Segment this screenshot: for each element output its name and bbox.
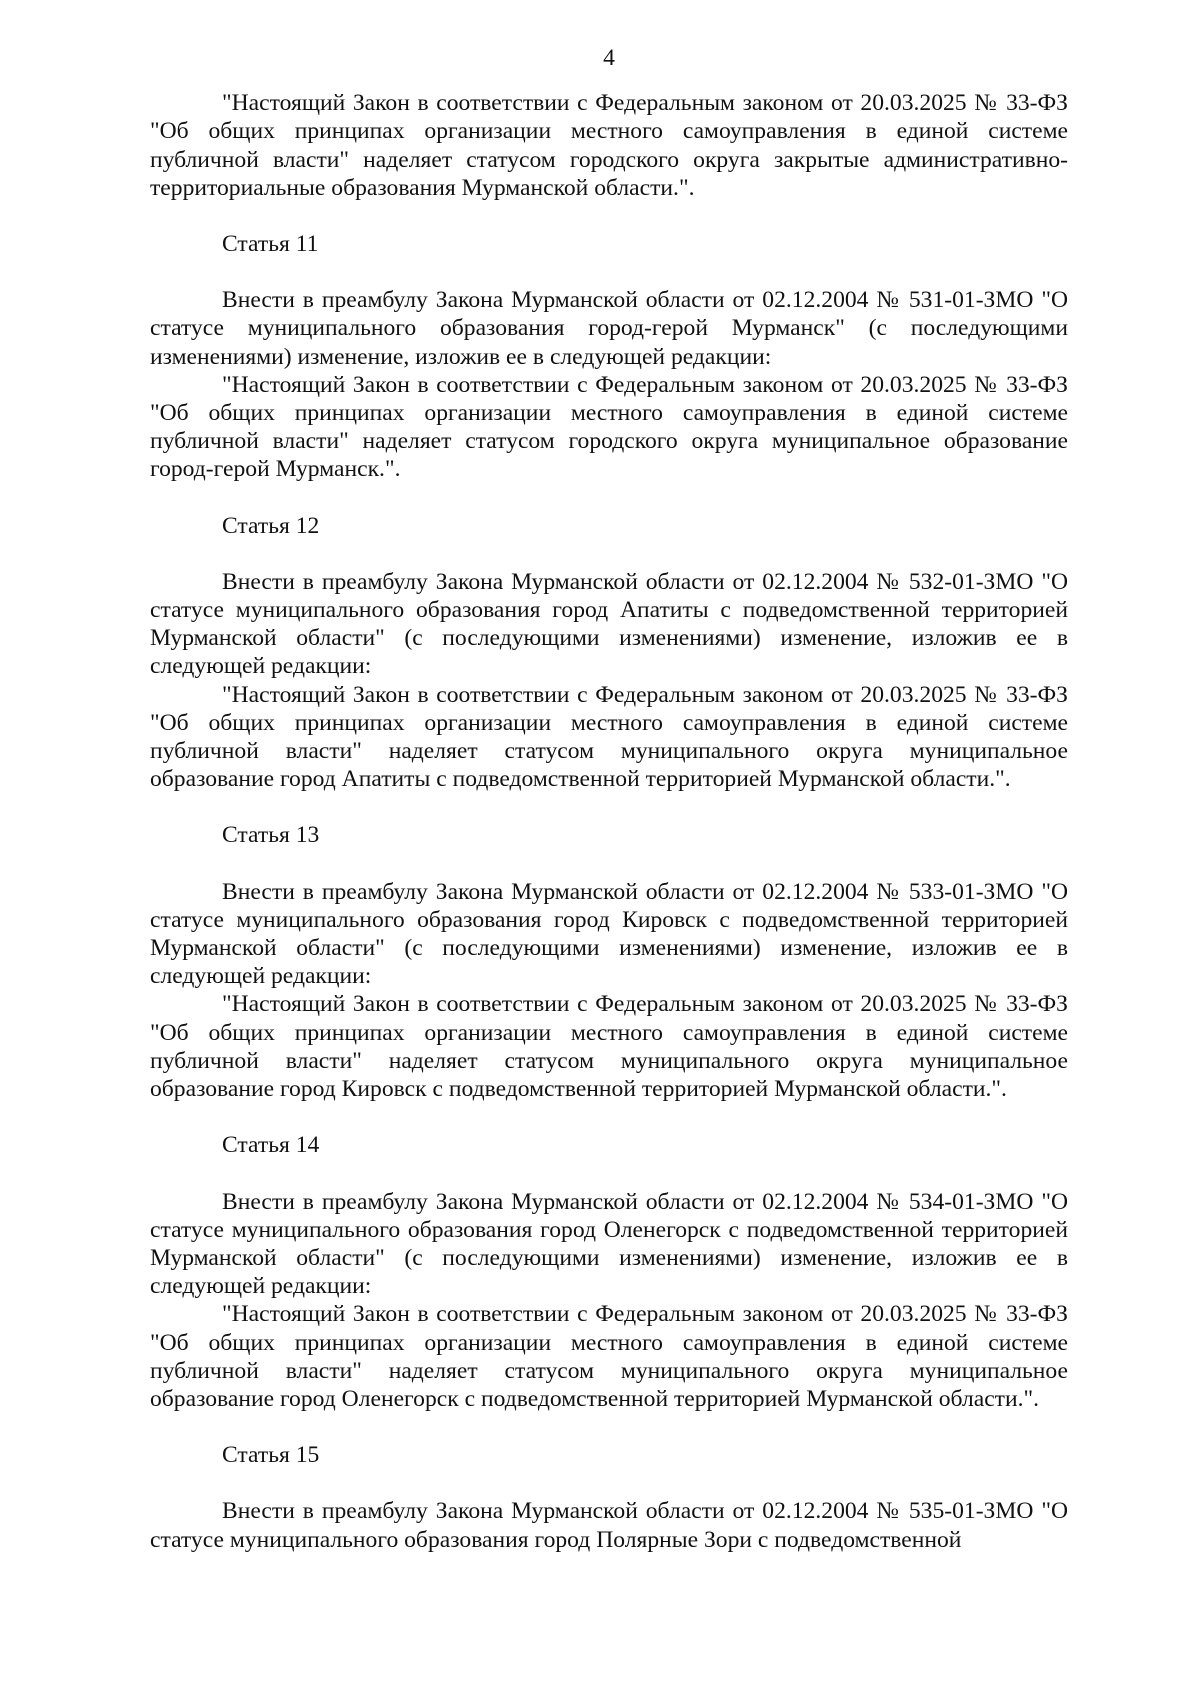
paragraph-article11-quote: "Настоящий Закон в соответствии с Федеральным законом от 20.03.2025 № 33-ФЗ "Об общих принципах организации местного самоуправления в единой системе публичной власти" наделяет статусом городского округа муниципальное образование город-герой Мурманск.".: [150, 371, 1068, 483]
document-page: [150, 44, 1068, 1554]
article-14-title: Статья 14: [222, 1132, 320, 1159]
paragraph-article12-quote: "Настоящий Закон в соответствии с Федеральным законом от 20.03.2025 № 33-ФЗ "Об общих принципах организации местного самоуправления в единой системе публичной власти" наделяет статусом муниципального округа муниципальное образование город Апатиты с подведомственной территорией Мурманской области.".: [150, 681, 1068, 793]
article-11-title: Статья 11: [222, 231, 319, 258]
paragraph-article13-quote: "Настоящий Закон в соответствии с Федеральным законом от 20.03.2025 № 33-ФЗ "Об общих принципах организации местного самоуправления в единой системе публичной власти" наделяет статусом муниципального округа муниципальное образование город Кировск с подведомственной территорией Мурманской области.".: [150, 991, 1068, 1103]
paragraph-article10-quote: "Настоящий Закон в соответствии с Федеральным законом от 20.03.2025 № 33-ФЗ "Об общих принципах организации местного самоуправления в единой системе публичной власти" наделяет статусом городского округа закрытые административно-территориальные образования Мурманской области.".: [150, 90, 1068, 201]
article-15-title: Статья 15: [222, 1442, 320, 1469]
page-number: 4: [603, 45, 615, 71]
paragraph-article11-intro: Внести в преамбулу Закона Мурманской области от 02.12.2004 № 531-01-ЗМО "О статусе муниципального образования город-герой Мурманск" (с последующими изменениями) изменение, изложив ее в следующей редакции:: [150, 287, 1068, 370]
paragraph-article13-intro: Внести в преамбулу Закона Мурманской области от 02.12.2004 № 533-01-ЗМО "О статусе муниципального образования город Кировск с подведомственной территорией Мурманской области" (с последующими изменениями) изменение, изложив ее в следующей редакции:: [150, 878, 1068, 990]
article-13-title: Статья 13: [222, 822, 320, 849]
paragraph-article14-intro: Внести в преамбулу Закона Мурманской области от 02.12.2004 № 534-01-ЗМО "О статусе муниципального образования город Оленегорск с подведомственной территорией Мурманской области" (с последующими изменениями) изменение, изложив ее в следующей редакции:: [150, 1188, 1068, 1300]
article-12-title: Статья 12: [222, 512, 320, 539]
paragraph-article12-intro: Внести в преамбулу Закона Мурманской области от 02.12.2004 № 532-01-ЗМО "О статусе муниципального образования город Апатиты с подведомственной территорией Мурманской области" (с последующими изменениями) изменение, изложив ее в следующей редакции:: [150, 568, 1068, 680]
paragraph-article14-quote: "Настоящий Закон в соответствии с Федеральным законом от 20.03.2025 № 33-ФЗ "Об общих принципах организации местного самоуправления в единой системе публичной власти" наделяет статусом муниципального округа муниципальное образование город Оленегорск с подведомственной территорией Мурманской области.".: [150, 1301, 1068, 1412]
paragraph-article15-intro: Внести в преамбулу Закона Мурманской области от 02.12.2004 № 535-01-ЗМО "О статусе муниципального образования город Полярные Зори с подведомственной: [150, 1498, 1068, 1553]
